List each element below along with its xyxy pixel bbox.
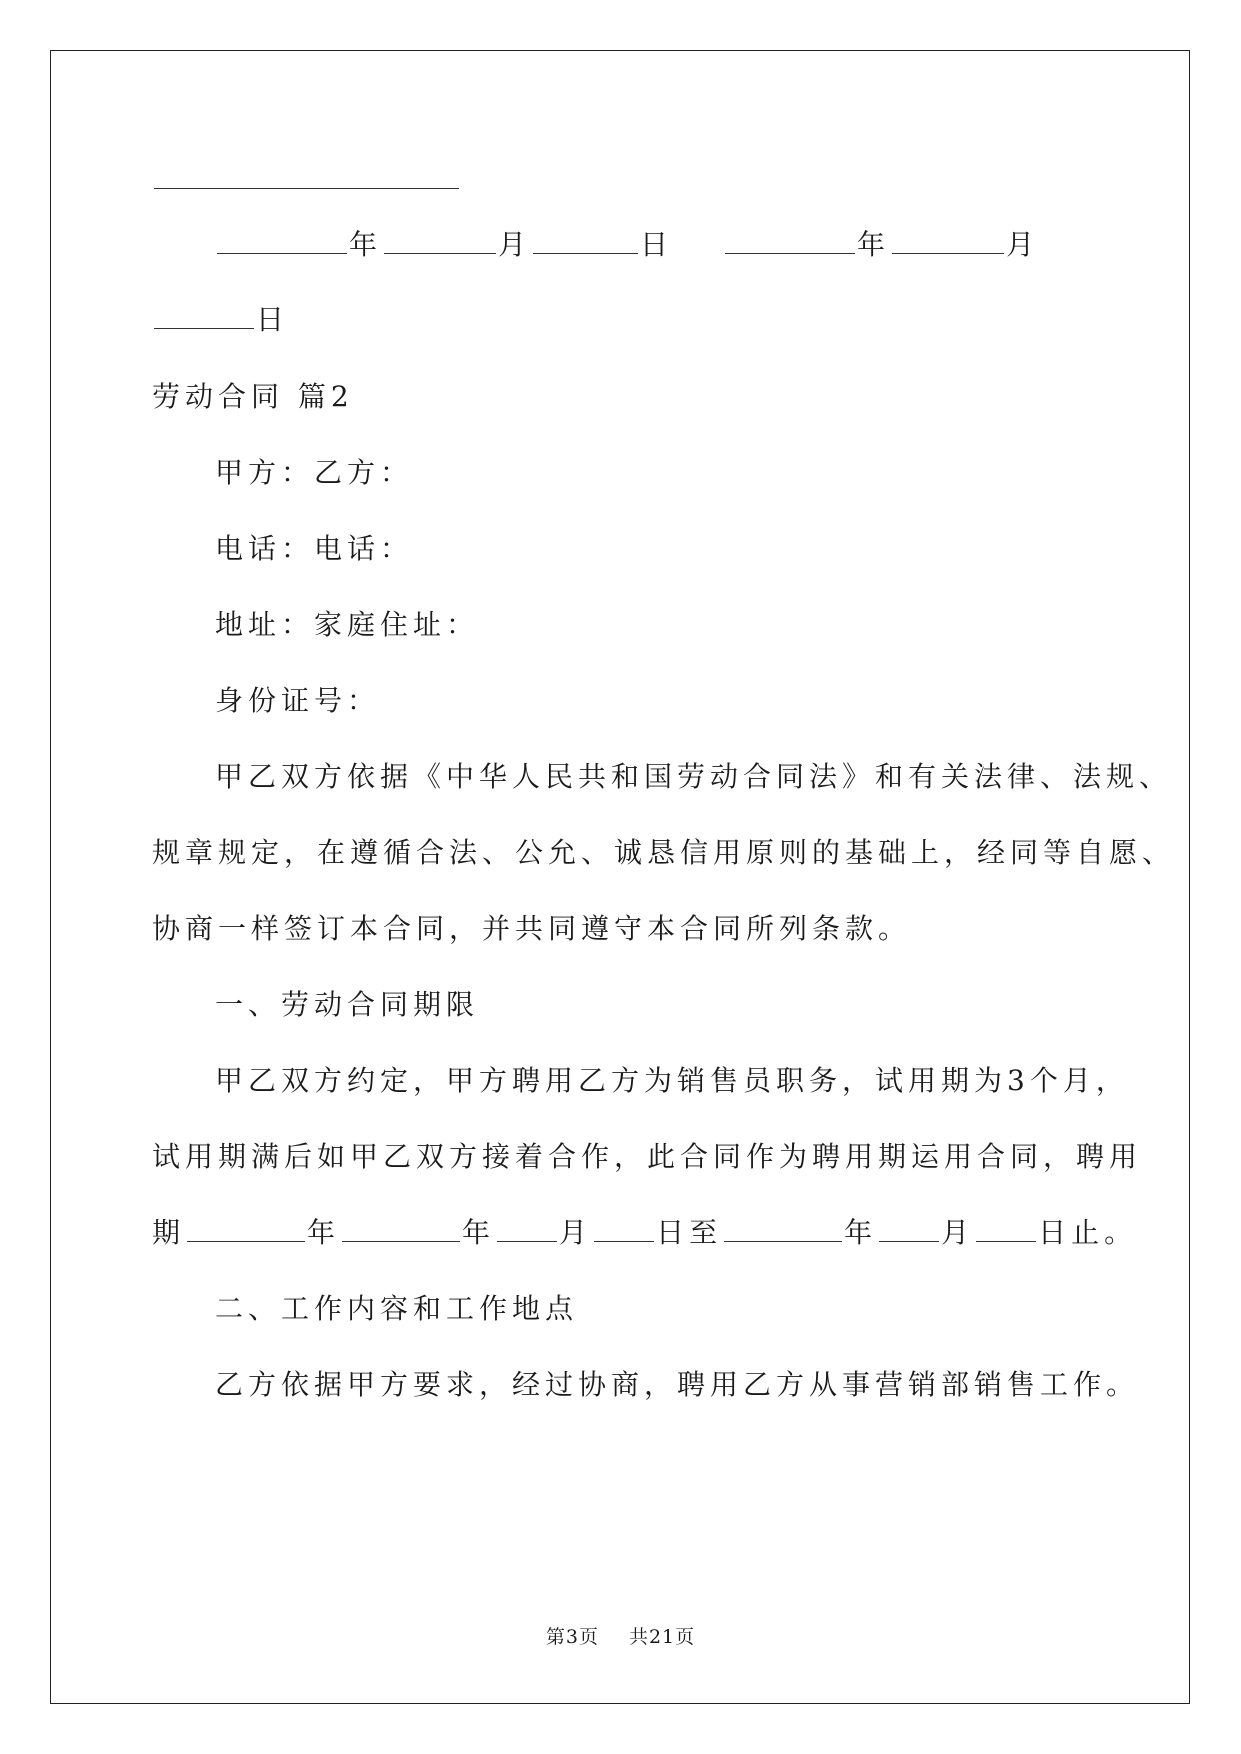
month-label-2: 月 bbox=[1006, 228, 1040, 261]
blank-f bbox=[879, 1215, 939, 1242]
blank-day-2 bbox=[154, 302, 254, 329]
blank-e bbox=[724, 1215, 842, 1242]
month-label-a: 月 bbox=[559, 1216, 593, 1249]
blank-year-2 bbox=[725, 227, 855, 254]
year-label-b: 年 bbox=[462, 1216, 496, 1249]
id-line: 身份证号： bbox=[215, 684, 381, 717]
day-label-1: 日 bbox=[640, 228, 674, 261]
period-prefix: 期 bbox=[152, 1216, 186, 1249]
phone-line: 电话：电话： bbox=[215, 532, 414, 565]
blank-d bbox=[594, 1215, 654, 1242]
intro-line-3: 协商一样签订本合同，并共同遵守本合同所列条款。 bbox=[152, 912, 912, 945]
blank-year-1 bbox=[217, 227, 347, 254]
section1-title: 一、劳动合同期限 bbox=[215, 988, 480, 1021]
date-line bbox=[215, 225, 1039, 265]
section2-title: 二、工作内容和工作地点 bbox=[215, 1292, 579, 1325]
page-footer bbox=[0, 1622, 1241, 1649]
blank-b bbox=[342, 1215, 460, 1242]
year-label-a: 年 bbox=[307, 1216, 341, 1249]
blank-day-1 bbox=[533, 227, 638, 254]
page-frame bbox=[50, 50, 1190, 1704]
end-label: 日止。 bbox=[1038, 1216, 1138, 1249]
address-line: 地址：家庭住址： bbox=[215, 608, 480, 641]
year-label-2: 年 bbox=[857, 228, 891, 261]
signature-blank bbox=[154, 162, 459, 189]
date-line-wrap bbox=[152, 300, 289, 340]
month-label-b: 月 bbox=[941, 1216, 975, 1249]
section1-line-3 bbox=[152, 1213, 1137, 1253]
party-line: 甲方：乙方： bbox=[215, 456, 414, 489]
signature-line bbox=[152, 160, 461, 200]
day-to-label: 日至 bbox=[656, 1216, 723, 1249]
blank-g bbox=[976, 1215, 1036, 1242]
blank-a bbox=[187, 1215, 305, 1242]
section1-line-1: 甲乙双方约定，甲方聘用乙方为销售员职务，试用期为3个月， bbox=[215, 1064, 1129, 1097]
section2-line-1: 乙方依据甲方要求，经过协商，聘用乙方从事营销部销售工作。 bbox=[215, 1368, 1140, 1401]
intro-line-1: 甲乙双方依据《中华人民共和国劳动合同法》和有关法律、法规、 bbox=[215, 760, 1173, 793]
year-label-1: 年 bbox=[349, 228, 383, 261]
blank-month-2 bbox=[892, 227, 1004, 254]
heading: 劳动合同 篇2 bbox=[152, 380, 354, 413]
section1-line-2: 试用期满后如甲乙双方接着合作，此合同作为聘用期运用合同，聘用 bbox=[152, 1140, 1143, 1173]
page-total: 共21页 bbox=[628, 1626, 696, 1648]
page-number: 第3页 bbox=[545, 1626, 599, 1648]
day-label-2: 日 bbox=[256, 303, 290, 336]
blank-month-1 bbox=[384, 227, 496, 254]
blank-c bbox=[497, 1215, 557, 1242]
month-label-1: 月 bbox=[498, 228, 532, 261]
intro-line-2: 规章规定，在遵循合法、公允、诚恳信用原则的基础上，经同等自愿、 bbox=[152, 836, 1176, 869]
year-label-c: 年 bbox=[844, 1216, 878, 1249]
